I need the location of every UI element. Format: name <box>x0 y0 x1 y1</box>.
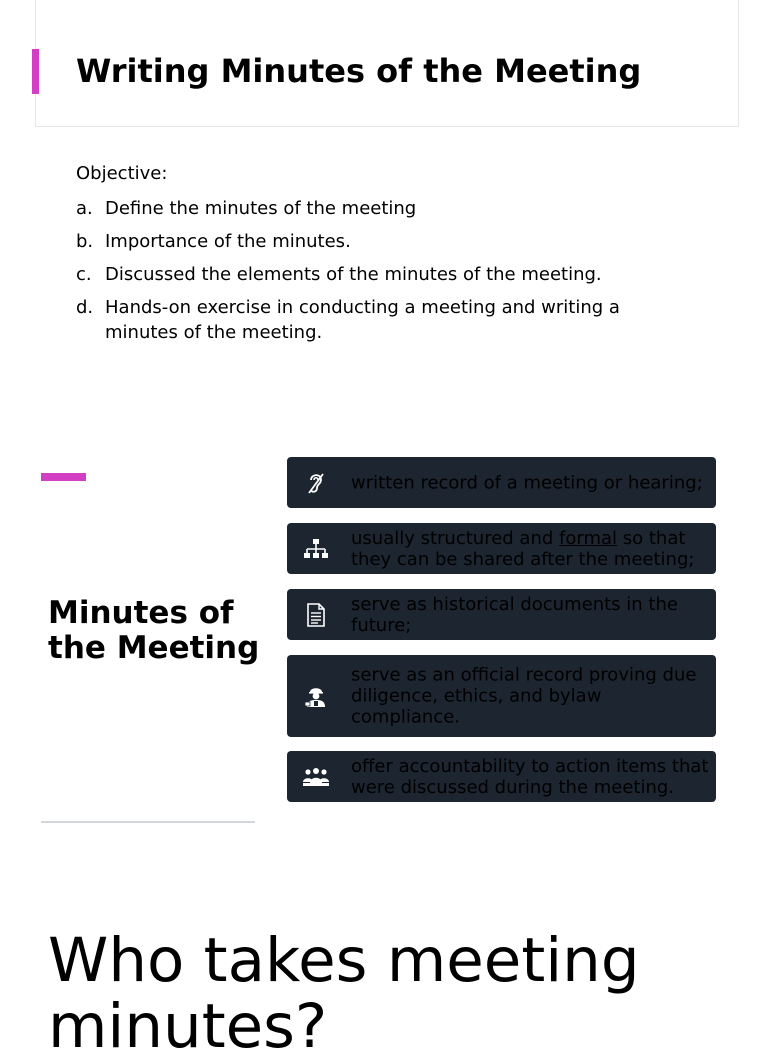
title-accent-bar <box>32 49 39 94</box>
objective-item <box>76 262 696 287</box>
objective-item <box>76 229 696 254</box>
hearing-icon <box>287 457 345 508</box>
hierarchy-icon <box>287 523 345 574</box>
section-accent-bar <box>41 473 86 481</box>
objective-item <box>76 196 696 221</box>
section-heading: Who takes meeting minutes? <box>48 925 640 1062</box>
info-card <box>287 751 716 802</box>
card-text-part: so that they can be shared after the meeting; <box>351 527 695 570</box>
section-divider <box>41 821 255 823</box>
objective-marker: c. <box>76 264 92 285</box>
official-person-icon <box>287 655 345 737</box>
objective-marker: b. <box>76 231 94 252</box>
objective-list <box>76 196 696 353</box>
info-card <box>287 589 716 640</box>
slide-title: Writing Minutes of the Meeting <box>76 52 642 90</box>
card-text: written record of a meeting or hearing; <box>351 472 703 493</box>
document-icon <box>287 589 345 640</box>
objective-marker: d. <box>76 297 94 318</box>
objective-item <box>76 295 696 345</box>
objective-text: Hands-on exercise in conducting a meeting and writing a minutes of the meeting. <box>105 297 620 343</box>
objective-text: Define the minutes of the meeting <box>105 198 417 219</box>
card-text: serve as historical documents in the future; <box>351 593 678 636</box>
card-text: offer accountability to action items that were discussed during the meeting. <box>351 755 709 798</box>
info-card <box>287 655 716 737</box>
card-text <box>351 528 713 570</box>
info-card <box>287 523 716 574</box>
objective-label: Objective: <box>76 163 168 184</box>
card-text: serve as an official record proving due diligence, ethics, and bylaw compliance. <box>351 664 697 728</box>
objective-marker: a. <box>76 198 93 219</box>
info-card <box>287 457 716 508</box>
group-icon <box>287 751 345 802</box>
card-text-part: usually structured and <box>351 527 560 549</box>
section-title: Minutes of the Meeting <box>48 595 260 666</box>
objective-text: Importance of the minutes. <box>105 231 351 252</box>
objective-text: Discussed the elements of the minutes of the meeting. <box>105 264 602 285</box>
card-text-underlined: formal <box>559 527 618 549</box>
